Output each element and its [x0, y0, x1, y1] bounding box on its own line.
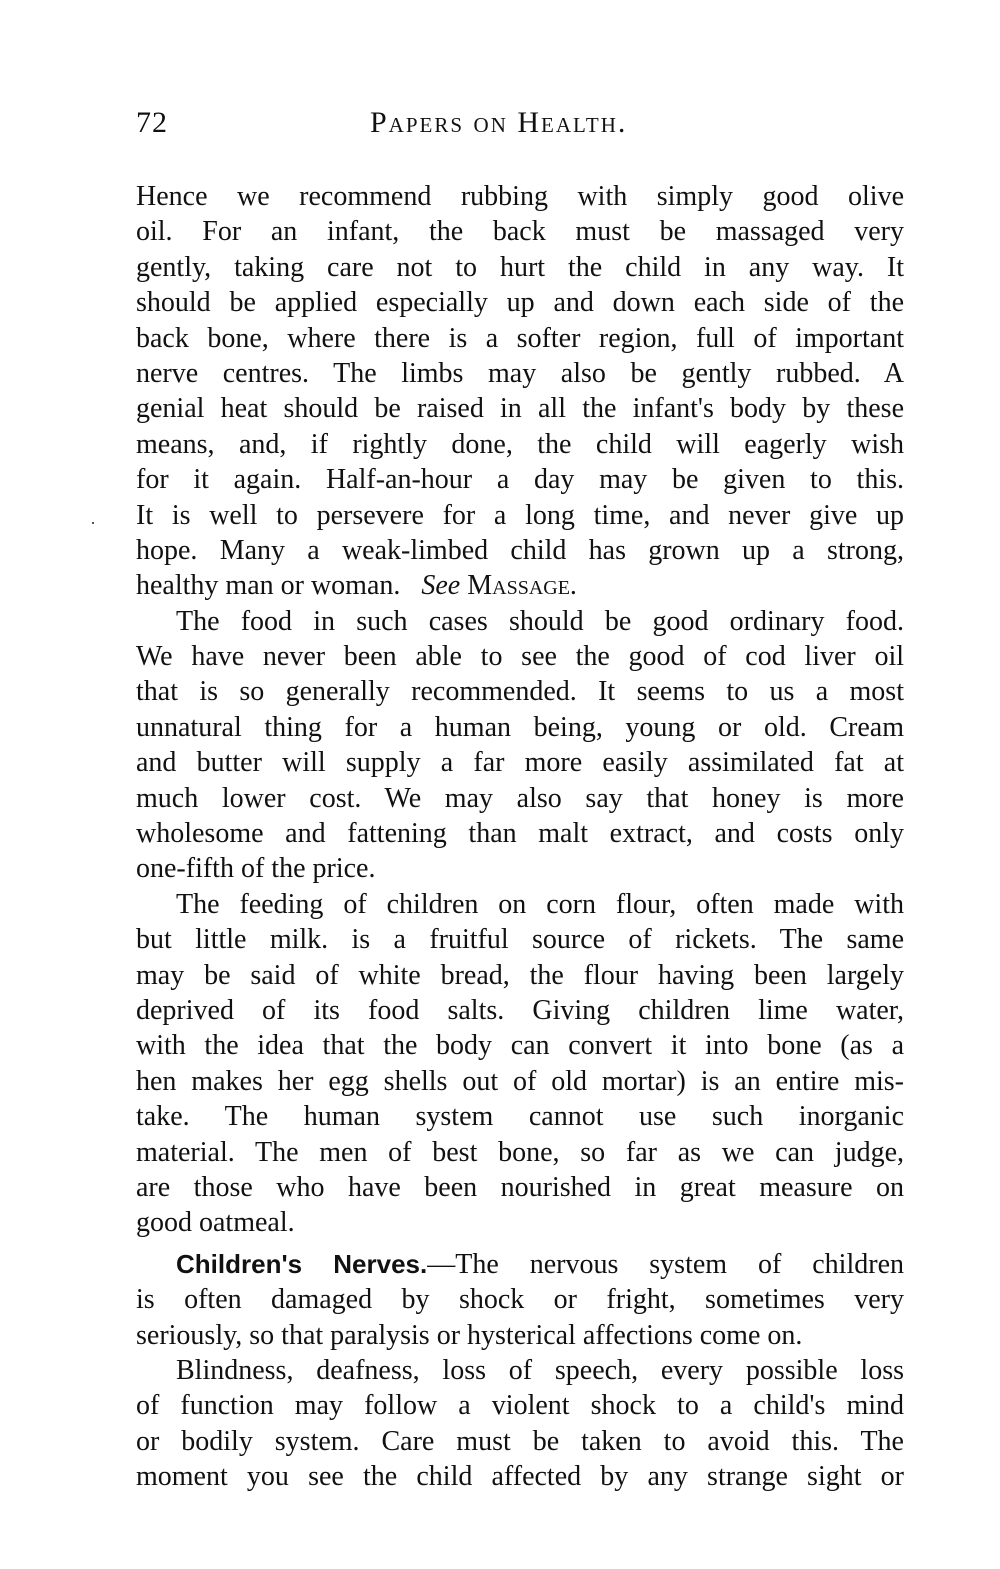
text-line: much lower cost. We may also say that honey is more	[136, 782, 904, 814]
text-line: and butter will supply a far more easily assimilated fat at	[136, 747, 904, 779]
text-line: one-fifth of the price.	[136, 853, 376, 885]
text-line	[136, 1247, 904, 1282]
text-line: nerve centres. The limbs may also be gently rubbed. A	[136, 357, 904, 389]
section-childrens-nerves	[136, 1247, 904, 1353]
text-line: for it again. Half-an-hour a day may be given to this.	[136, 464, 904, 496]
text-line: Hence we recommend rubbing with simply good olive	[136, 181, 904, 212]
text-line: that is so generally recommended. It seems to us a most	[136, 676, 904, 708]
text-line: oil. For an infant, the back must be massaged very	[136, 216, 904, 248]
text-line: may be said of white bread, the flour having been largely	[136, 959, 904, 991]
text-line: gently, taking care not to hurt the child in any way. It	[136, 251, 904, 283]
text-line: back bone, where there is a softer region, full of important	[136, 322, 904, 354]
text-line: hen makes her egg shells out of old mortar) is an entire mis-	[136, 1065, 904, 1097]
text-line: The feeding of children on corn flour, often made with	[176, 888, 904, 920]
text-line: hope. Many a weak-limbed child has grown up a strong,	[136, 534, 904, 566]
text-line: deprived of its food salts. Giving children lime water,	[136, 994, 904, 1026]
text-line: genial heat should be raised in all the infant's body by these	[136, 393, 904, 425]
text-line: Blindness, deafness, loss of speech, every possible loss	[176, 1354, 904, 1386]
text-line: should be applied especially up and down each side of the	[136, 287, 904, 319]
text-line: or bodily system. Care must be taken to avoid this. The	[136, 1425, 904, 1457]
paragraph-feeding	[136, 887, 904, 1241]
text-line: means, and, if rightly done, the child will eagerly wish	[136, 428, 904, 460]
page-number: 72	[136, 106, 168, 139]
text-line: We have never been able to see the good of cod liver oil	[136, 641, 904, 673]
text-line: with the idea that the body can convert it into bone (as a	[136, 1030, 904, 1062]
margin-speck	[92, 522, 94, 524]
text-line: wholesome and fattening than malt extract, and costs only	[136, 818, 904, 850]
text-line: of function may follow a violent shock to a child's mind	[136, 1390, 904, 1422]
paragraph-food	[136, 604, 904, 887]
text-line: The food in such cases should be good ordinary food.	[176, 605, 904, 637]
text-line: good oatmeal.	[136, 1207, 295, 1239]
text-line: take. The human system cannot use such inorganic	[136, 1101, 904, 1133]
section-heading: Children's Nerves.	[176, 1248, 428, 1279]
body-text	[136, 179, 904, 1494]
paragraph-blindness	[136, 1353, 904, 1495]
text-line: unnatural thing for a human being, young or old. Cream	[136, 711, 904, 743]
em-dash: —	[427, 1248, 456, 1280]
text-line: is often damaged by shock or fright, sometimes very	[136, 1284, 904, 1316]
text-line: material. The men of best bone, so far as we can judge,	[136, 1136, 904, 1168]
text-run: healthy man or woman.	[136, 570, 422, 602]
text-line: but little milk. is a fruitful source of rickets. The same	[136, 924, 904, 956]
text-line: moment you see the child affected by any strange sight or	[136, 1461, 904, 1493]
see-label: See	[421, 570, 461, 602]
cross-reference-massage: Massage.	[467, 570, 577, 602]
text-run: The nervous system of children	[455, 1248, 904, 1280]
text-line	[136, 568, 904, 603]
text-line: seriously, so that paralysis or hysterical affections come on.	[136, 1319, 803, 1351]
text-line: It is well to persevere for a long time, and never give up	[136, 499, 904, 531]
running-head	[136, 106, 906, 146]
text-line: are those who have been nourished in great measure on	[136, 1171, 904, 1203]
paragraph-massage	[136, 179, 904, 604]
running-title: Papers on Health.	[370, 106, 628, 139]
